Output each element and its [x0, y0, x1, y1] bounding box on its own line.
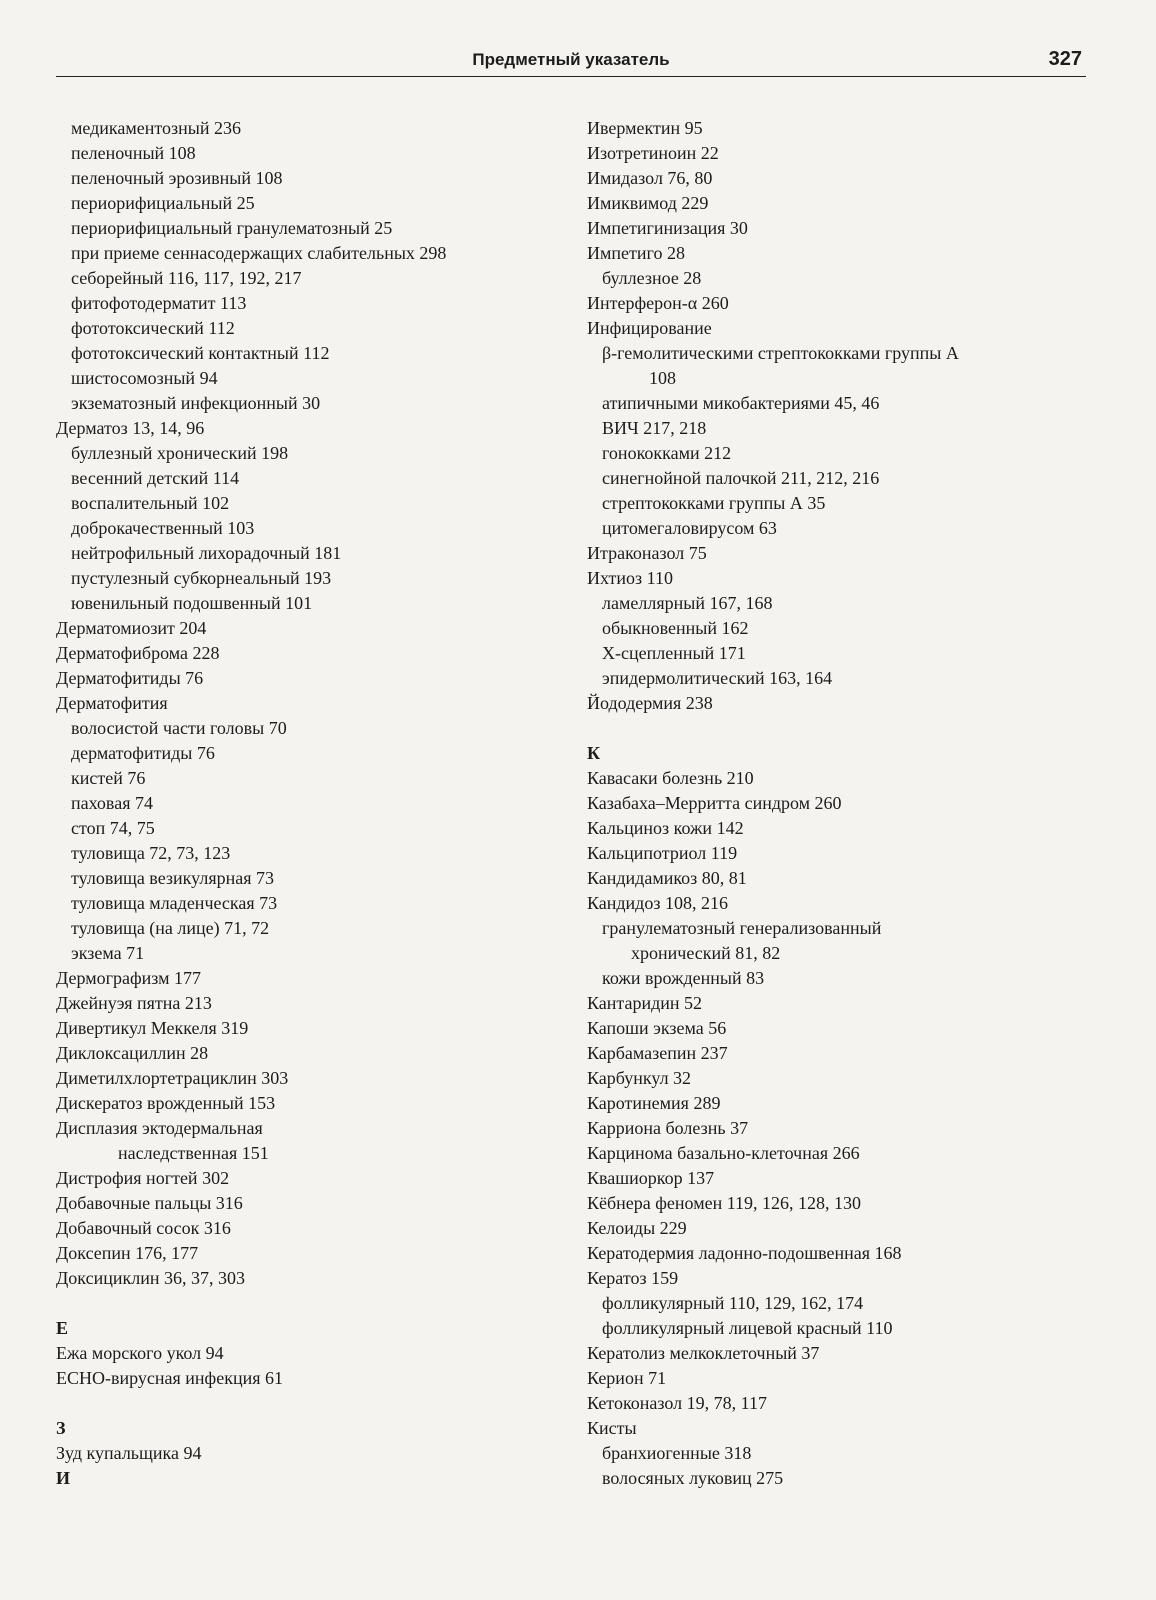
index-entry: Инфицирование — [587, 318, 712, 338]
index-subentry: воспалительный 102 — [71, 493, 230, 513]
index-subentry: ювенильный подошвенный 101 — [71, 593, 313, 613]
index-subentry: наследственная 151 — [118, 1143, 269, 1163]
index-entry: Дисплазия эктодермальная — [56, 1118, 263, 1138]
index-subentry: обыкновенный 162 — [602, 618, 749, 638]
page-number: 327 — [1048, 48, 1082, 70]
index-subentry: периорифициальный 25 — [71, 193, 255, 213]
index-entry: Кератодермия ладонно-подошвенная 168 — [587, 1243, 902, 1263]
index-entry: Кандидамикоз 80, 81 — [587, 868, 747, 888]
index-entry: Казабаха–Мерритта синдром 260 — [587, 793, 842, 813]
index-subentry: кистей 76 — [71, 768, 146, 788]
index-entry: Карриона болезнь 37 — [587, 1118, 749, 1138]
index-subentry: фолликулярный 110, 129, 162, 174 — [602, 1293, 864, 1313]
index-entry: Кератоз 159 — [587, 1268, 679, 1288]
index-entry: ECHO-вирусная инфекция 61 — [56, 1368, 283, 1388]
index-entry: Керион 71 — [587, 1368, 667, 1388]
index-subentry: шистосомозный 94 — [71, 368, 218, 388]
index-subentry: нейтрофильный лихорадочный 181 — [71, 543, 342, 563]
index-entry: Дискератоз врожденный 153 — [56, 1093, 276, 1113]
index-entry: Квашиоркор 137 — [587, 1168, 715, 1188]
index-subentry: паховая 74 — [71, 793, 153, 813]
index-entry: Кисты — [587, 1418, 637, 1438]
index-entry: Карбункул 32 — [587, 1068, 692, 1088]
index-subentry: фитофотодерматит 113 — [71, 293, 247, 313]
index-subentry: синегнойной палочкой 211, 212, 216 — [602, 468, 880, 488]
index-entry: Карбамазепин 237 — [587, 1043, 728, 1063]
index-entry: Кандидоз 108, 216 — [587, 893, 728, 913]
index-entry: Импетиго 28 — [587, 243, 685, 263]
index-subentry: себорейный 116, 117, 192, 217 — [71, 268, 302, 288]
index-subentry: экзема 71 — [71, 943, 145, 963]
blank-line — [56, 1391, 556, 1416]
index-entry: Кёбнера феномен 119, 126, 128, 130 — [587, 1193, 862, 1213]
index-subentry: пеленочный эрозивный 108 — [71, 168, 283, 188]
index-subentry: пеленочный 108 — [71, 143, 196, 163]
index-entry: Кератолиз мелкоклеточный 37 — [587, 1343, 820, 1363]
index-subentry: при приеме сеннасодержащих слабительных 298 — [71, 243, 447, 263]
index-subentry: хронический 81, 82 — [631, 943, 781, 963]
index-subentry: фототоксический контактный 112 — [71, 343, 330, 363]
index-entry: Дерматомиозит 204 — [56, 618, 207, 638]
index-subentry: 108 — [649, 368, 676, 388]
index-entry: Диклоксациллин 28 — [56, 1043, 209, 1063]
index-section-letter: Е — [56, 1318, 69, 1338]
index-entry: Кетоконазол 19, 78, 117 — [587, 1393, 767, 1413]
index-section-letter: И — [56, 1468, 71, 1488]
index-entry: Капоши экзема 56 — [587, 1018, 727, 1038]
index-entry: Дистрофия ногтей 302 — [56, 1168, 230, 1188]
index-subentry: гонококками 212 — [602, 443, 732, 463]
index-subentry: Х-сцепленный 171 — [602, 643, 746, 663]
index-entry: Ихтиоз 110 — [587, 568, 673, 588]
index-subentry: фототоксический 112 — [71, 318, 235, 338]
index-entry: Имидазол 76, 80 — [587, 168, 713, 188]
index-subentry: туловища везикулярная 73 — [71, 868, 275, 888]
index-entry: Интерферон-α 260 — [587, 293, 729, 313]
index-entry: Йододермия 238 — [587, 693, 713, 713]
index-subentry: волосистой части головы 70 — [71, 718, 287, 738]
index-entry: Итраконазол 75 — [587, 543, 707, 563]
blank-line — [587, 716, 1067, 741]
index-subentry: пустулезный субкорнеальный 193 — [71, 568, 332, 588]
index-subentry: цитомегаловирусом 63 — [602, 518, 777, 538]
index-entry: Доксепин 176, 177 — [56, 1243, 199, 1263]
index-subentry: фолликулярный лицевой красный 110 — [602, 1318, 893, 1338]
index-section-letter: З — [56, 1418, 66, 1438]
index-entry: Ежа морского укол 94 — [56, 1343, 224, 1363]
index-subentry: туловища 72, 73, 123 — [71, 843, 231, 863]
index-entry: Джейнуэя пятна 213 — [56, 993, 212, 1013]
index-subentry: стоп 74, 75 — [71, 818, 155, 838]
index-entry: Кальциноз кожи 142 — [587, 818, 744, 838]
index-entry: Дерматофития — [56, 693, 168, 713]
index-entry: Зуд купальщика 94 — [56, 1443, 202, 1463]
index-entry: Келоиды 229 — [587, 1218, 687, 1238]
index-entry: Добавочные пальцы 316 — [56, 1193, 243, 1213]
index-entry: Кавасаки болезнь 210 — [587, 768, 754, 788]
index-subentry: периорифициальный гранулематозный 25 — [71, 218, 393, 238]
index-entry: Импетигинизация 30 — [587, 218, 748, 238]
index-entry: Дерматофитиды 76 — [56, 668, 204, 688]
index-subentry: туловища младенческая 73 — [71, 893, 278, 913]
index-entry: Каротинемия 289 — [587, 1093, 721, 1113]
index-entry: Дермографизм 177 — [56, 968, 202, 988]
index-entry: Дивертикул Меккеля 319 — [56, 1018, 249, 1038]
index-subentry: волосяных луковиц 275 — [602, 1468, 784, 1488]
index-subentry: атипичными микобактериями 45, 46 — [602, 393, 880, 413]
header-title: Предметный указатель — [472, 50, 670, 69]
index-entry: Изотретиноин 22 — [587, 143, 719, 163]
blank-line — [56, 1291, 556, 1316]
index-entry: Дерматоз 13, 14, 96 — [56, 418, 205, 438]
index-entry: Карцинома базально-клеточная 266 — [587, 1143, 860, 1163]
index-subentry: эпидермолитический 163, 164 — [602, 668, 833, 688]
index-column-left — [56, 116, 556, 1491]
index-subentry: гранулематозный генерализованный — [602, 918, 882, 938]
index-entry: Кальципотриол 119 — [587, 843, 738, 863]
index-subentry: буллезное 28 — [602, 268, 702, 288]
index-entry: Дерматофиброма 228 — [56, 643, 220, 663]
index-subentry: ВИЧ 217, 218 — [602, 418, 707, 438]
index-column-right — [587, 116, 1067, 1491]
index-entry: Добавочный сосок 316 — [56, 1218, 231, 1238]
index-subentry: бранхиогенные 318 — [602, 1443, 752, 1463]
index-subentry: весенний детский 114 — [71, 468, 240, 488]
index-subentry: ламеллярный 167, 168 — [602, 593, 773, 613]
index-subentry: медикаментозный 236 — [71, 118, 242, 138]
index-subentry: дерматофитиды 76 — [71, 743, 215, 763]
running-header — [56, 48, 1086, 77]
index-entry: Ивермектин 95 — [587, 118, 703, 138]
index-subentry: доброкачественный 103 — [71, 518, 255, 538]
index-entry: Кантаридин 52 — [587, 993, 703, 1013]
index-subentry: буллезный хронический 198 — [71, 443, 289, 463]
index-subentry: туловища (на лице) 71, 72 — [71, 918, 270, 938]
index-entry: Доксициклин 36, 37, 303 — [56, 1268, 245, 1288]
index-subentry: экзематозный инфекционный 30 — [71, 393, 321, 413]
index-entry: Диметилхлортетрациклин 303 — [56, 1068, 289, 1088]
index-subentry: стрептококками группы А 35 — [602, 493, 826, 513]
index-entry: Имиквимод 229 — [587, 193, 709, 213]
index-section-letter: К — [587, 743, 601, 763]
index-subentry: β-гемолитическими стрептококками группы А — [602, 343, 959, 363]
index-subentry: кожи врожденный 83 — [602, 968, 765, 988]
